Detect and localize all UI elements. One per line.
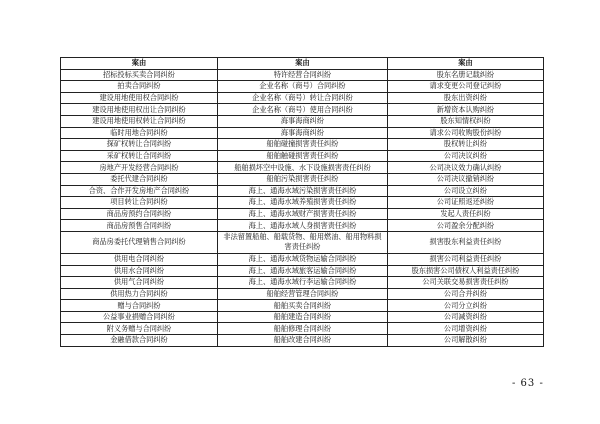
- table-cell: 公司增资纠纷: [388, 323, 544, 335]
- table-header-row: [61, 58, 544, 70]
- table-cell: 海上、通海水域财产损害责任纠纷: [218, 208, 388, 220]
- table-cell: 新增资本认购纠纷: [388, 104, 544, 116]
- table-cell: 供用热力合同纠纷: [61, 288, 218, 300]
- column-header: 案由: [218, 58, 388, 70]
- table-cell: 公司关联交易损害责任纠纷: [388, 277, 544, 289]
- table-cell: 海上、通海水域污染损害责任纠纷: [218, 185, 388, 197]
- table-cell: 公司设立纠纷: [388, 185, 544, 197]
- table-cell: 股东出资纠纷: [388, 92, 544, 104]
- table-row: [61, 69, 544, 81]
- table-cell: 股东损害公司债权人利益责任纠纷: [388, 265, 544, 277]
- table-cell: 海上、通海水域养殖损害责任纠纷: [218, 197, 388, 209]
- table-cell: 船舶碰撞损害责任纠纷: [218, 139, 388, 151]
- table-cell: 供用水合同纠纷: [61, 265, 218, 277]
- table-row: [61, 253, 544, 265]
- table-cell: 海上、通海水域行李运输合同纠纷: [218, 277, 388, 289]
- table-cell: 公司合并纠纷: [388, 288, 544, 300]
- table-cell: 公司盈余分配纠纷: [388, 220, 544, 232]
- table-cell: 船舶损坏空中设施、水下设施损害责任纠纷: [218, 162, 388, 174]
- table-cell: 海上、通海水域旅客运输合同纠纷: [218, 265, 388, 277]
- table-cell: 附义务赠与合同纠纷: [61, 323, 218, 335]
- table-row: [61, 220, 544, 232]
- table-cell: 建设用地使用权出让合同纠纷: [61, 104, 218, 116]
- table-cell: 招标投标买卖合同纠纷: [61, 69, 218, 81]
- table-cell: 商品房委托代理销售合同纠纷: [61, 231, 218, 253]
- table-cell: 船舶修理合同纠纷: [218, 323, 388, 335]
- table-cell: 船舶触碰损害责任纠纷: [218, 150, 388, 162]
- table-row: [61, 150, 544, 162]
- table-cell: 采矿权转让合同纠纷: [61, 150, 218, 162]
- table-cell: 股东知情权纠纷: [388, 115, 544, 127]
- table-cell: 请求公司收购股份纠纷: [388, 127, 544, 139]
- table-cell: 海上、通海水域人身损害责任纠纷: [218, 220, 388, 232]
- table-row: [61, 288, 544, 300]
- column-header: 案由: [388, 58, 544, 70]
- table-cell: 供用气合同纠纷: [61, 277, 218, 289]
- table-cell: 发起人责任纠纷: [388, 208, 544, 220]
- table-row: [61, 104, 544, 116]
- table-row: [61, 300, 544, 312]
- table-row: [61, 335, 544, 347]
- table-cell: 公司决议效力确认纠纷: [388, 162, 544, 174]
- table-cell: 项目转让合同纠纷: [61, 197, 218, 209]
- table-cell: 企业名称（商号）转让合同纠纷: [218, 92, 388, 104]
- table-cell: 临时用地合同纠纷: [61, 127, 218, 139]
- table-cell: 委托代建合同纠纷: [61, 173, 218, 185]
- table-cell: 船舶建造合同纠纷: [218, 311, 388, 323]
- table-row: [61, 231, 544, 253]
- table-cell: 建设用地使用权转让合同纠纷: [61, 115, 218, 127]
- case-cause-table: [60, 57, 544, 347]
- table-cell: 特许经营合同纠纷: [218, 69, 388, 81]
- table-cell: 公益事业捐赠合同纠纷: [61, 311, 218, 323]
- table-row: [61, 139, 544, 151]
- table-cell: 公司证照返还纠纷: [388, 197, 544, 209]
- table-cell: 公司决议撤销纠纷: [388, 173, 544, 185]
- table-cell: 企业名称（商号）合同纠纷: [218, 81, 388, 93]
- table-cell: 供用电合同纠纷: [61, 253, 218, 265]
- table-cell: 商品房预售合同纠纷: [61, 220, 218, 232]
- table-cell: 船舶经营管理合同纠纷: [218, 288, 388, 300]
- table-cell: 公司解散纠纷: [388, 335, 544, 347]
- table-cell: 金融借款合同纠纷: [61, 335, 218, 347]
- table-cell: 非法留置船舶、船载货物、船用燃油、船用物料损害责任纠纷: [218, 231, 388, 253]
- table-cell: 房地产开发经营合同纠纷: [61, 162, 218, 174]
- table-row: [61, 92, 544, 104]
- table-cell: 船舶改建合同纠纷: [218, 335, 388, 347]
- table-cell: 船舶买卖合同纠纷: [218, 300, 388, 312]
- table-cell: 拍卖合同纠纷: [61, 81, 218, 93]
- table-cell: 股权转让纠纷: [388, 139, 544, 151]
- table-row: [61, 311, 544, 323]
- table-row: [61, 162, 544, 174]
- table-cell: 赠与合同纠纷: [61, 300, 218, 312]
- table-row: [61, 323, 544, 335]
- page-number: - 63 -: [512, 378, 544, 389]
- table-cell: 建设用地使用权合同纠纷: [61, 92, 218, 104]
- column-header: 案由: [61, 58, 218, 70]
- table-cell: 海事海商纠纷: [218, 127, 388, 139]
- table-row: [61, 208, 544, 220]
- table-cell: 股东名册记载纠纷: [388, 69, 544, 81]
- table-cell: 商品房预约合同纠纷: [61, 208, 218, 220]
- table-row: [61, 197, 544, 209]
- table-cell: 船舶污染损害责任纠纷: [218, 173, 388, 185]
- table-cell: 海上、通海水域货物运输合同纠纷: [218, 253, 388, 265]
- table-row: [61, 127, 544, 139]
- table-row: [61, 173, 544, 185]
- table-cell: 公司减资纠纷: [388, 311, 544, 323]
- table-cell: 损害公司利益责任纠纷: [388, 253, 544, 265]
- table-cell: 海事海商纠纷: [218, 115, 388, 127]
- table-cell: 公司决议纠纷: [388, 150, 544, 162]
- table-cell: 公司分立纠纷: [388, 300, 544, 312]
- table-cell: 请求变更公司登记纠纷: [388, 81, 544, 93]
- table-row: [61, 265, 544, 277]
- table-cell: 探矿权转让合同纠纷: [61, 139, 218, 151]
- table-cell: 损害股东利益责任纠纷: [388, 231, 544, 253]
- table-row: [61, 81, 544, 93]
- table-cell: 企业名称（商号）使用合同纠纷: [218, 104, 388, 116]
- table-row: [61, 277, 544, 289]
- table-cell: 合资、合作开发房地产合同纠纷: [61, 185, 218, 197]
- table-row: [61, 185, 544, 197]
- table-row: [61, 115, 544, 127]
